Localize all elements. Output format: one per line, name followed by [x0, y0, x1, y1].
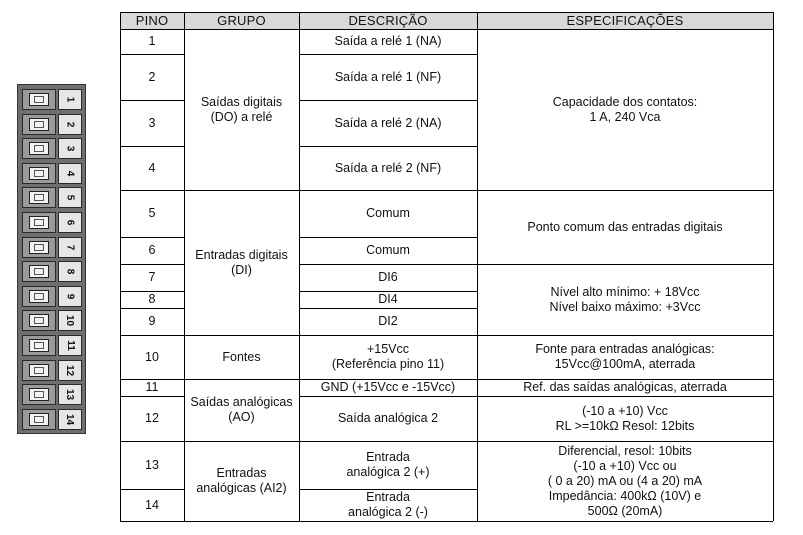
description-cell: GND (+15Vcc e -15Vcc): [320, 380, 456, 394]
terminal-number-label: 7: [58, 237, 82, 258]
description-cell: Saída a relé 2 (NF): [334, 160, 442, 175]
terminal-number-label: 1: [58, 89, 82, 110]
pin-number: 5: [148, 206, 156, 220]
pin-number: 4: [148, 160, 156, 175]
pin-number: 11: [145, 380, 159, 394]
description-cell: DI4: [378, 292, 398, 306]
terminal-number-label: 12: [58, 360, 82, 381]
pin-number: 6: [148, 243, 156, 257]
terminal-number-label: 6: [58, 212, 82, 233]
spec-digital-common: Ponto comum das entradas digitais: [527, 219, 723, 234]
description-cell: Saída a relé 1 (NF): [334, 69, 442, 84]
header-descricao: DESCRIÇÃO: [348, 13, 428, 28]
spec-relay-capacity: Capacidade dos contatos: 1 A, 240 Vca: [552, 94, 698, 124]
terminal-number-label: 9: [58, 286, 82, 307]
pin-number: 2: [148, 69, 156, 84]
terminal-number-label: 14: [58, 409, 82, 430]
description-cell: Comum: [366, 206, 410, 220]
description-cell: Comum: [366, 243, 410, 257]
pin-number: 9: [148, 314, 156, 328]
group-digital-inputs: Entradas digitais (DI): [195, 247, 288, 277]
pin-number: 13: [145, 457, 159, 472]
terminal-number-label: 3: [58, 138, 82, 159]
spec-analog-input: Diferencial, resol: 10bits (-10 a +10) Vcc ou ( 0 a 20) mA ou (4 a 20) mA Impedância: 400kΩ (10V) e 500Ω (20mA): [547, 443, 703, 518]
terminal-number-label: 5: [58, 187, 82, 208]
pin-number: 8: [148, 292, 156, 306]
group-sources: Fontes: [222, 349, 261, 364]
description-cell: Saída a relé 1 (NA): [334, 34, 442, 48]
spec-reference: Ref. das saídas analógicas, aterrada: [523, 380, 727, 394]
pin-number: 3: [148, 115, 156, 130]
description-cell: Saída a relé 2 (NA): [334, 115, 442, 130]
terminal-number-label: 8: [58, 261, 82, 282]
terminal-number-label: 13: [58, 384, 82, 405]
pin-number: 7: [148, 270, 156, 284]
pin-number: 10: [145, 349, 159, 364]
description-cell: +15Vcc (Referência pino 11): [331, 342, 445, 371]
terminal-number-label: 10: [58, 310, 82, 331]
terminal-number-label: 4: [58, 163, 82, 184]
spec-source: Fonte para entradas analógicas: 15Vcc@100mA, aterrada: [535, 342, 715, 371]
header-especificacoes: ESPECIFICAÇÕES: [566, 13, 684, 28]
pin-number: 12: [145, 411, 159, 425]
group-digital-outputs: Saídas digitais (DO) a relé: [200, 94, 283, 124]
pin-number: 1: [148, 34, 156, 48]
pin-number: 14: [145, 497, 159, 512]
description-cell: DI2: [378, 314, 398, 328]
group-analog-outputs: Saídas analógicas (AO): [190, 395, 293, 424]
spec-analog-output: (-10 a +10) Vcc RL >=10kΩ Resol: 12bits: [555, 403, 695, 433]
description-cell: Entrada analógica 2 (+): [346, 450, 430, 479]
group-analog-inputs: Entradas analógicas (AI2): [196, 466, 287, 495]
description-cell: Saída analógica 2: [337, 411, 439, 425]
header-grupo: GRUPO: [217, 13, 266, 28]
description-cell: Entrada analógica 2 (-): [348, 490, 428, 519]
header-pino: PINO: [135, 13, 169, 28]
terminal-number-label: 11: [58, 335, 82, 356]
description-cell: DI6: [378, 270, 398, 284]
terminal-number-label: 2: [58, 114, 82, 135]
spec-input-levels: Nível alto mínimo: + 18Vcc Nível baixo máximo: +3Vcc: [549, 284, 701, 314]
